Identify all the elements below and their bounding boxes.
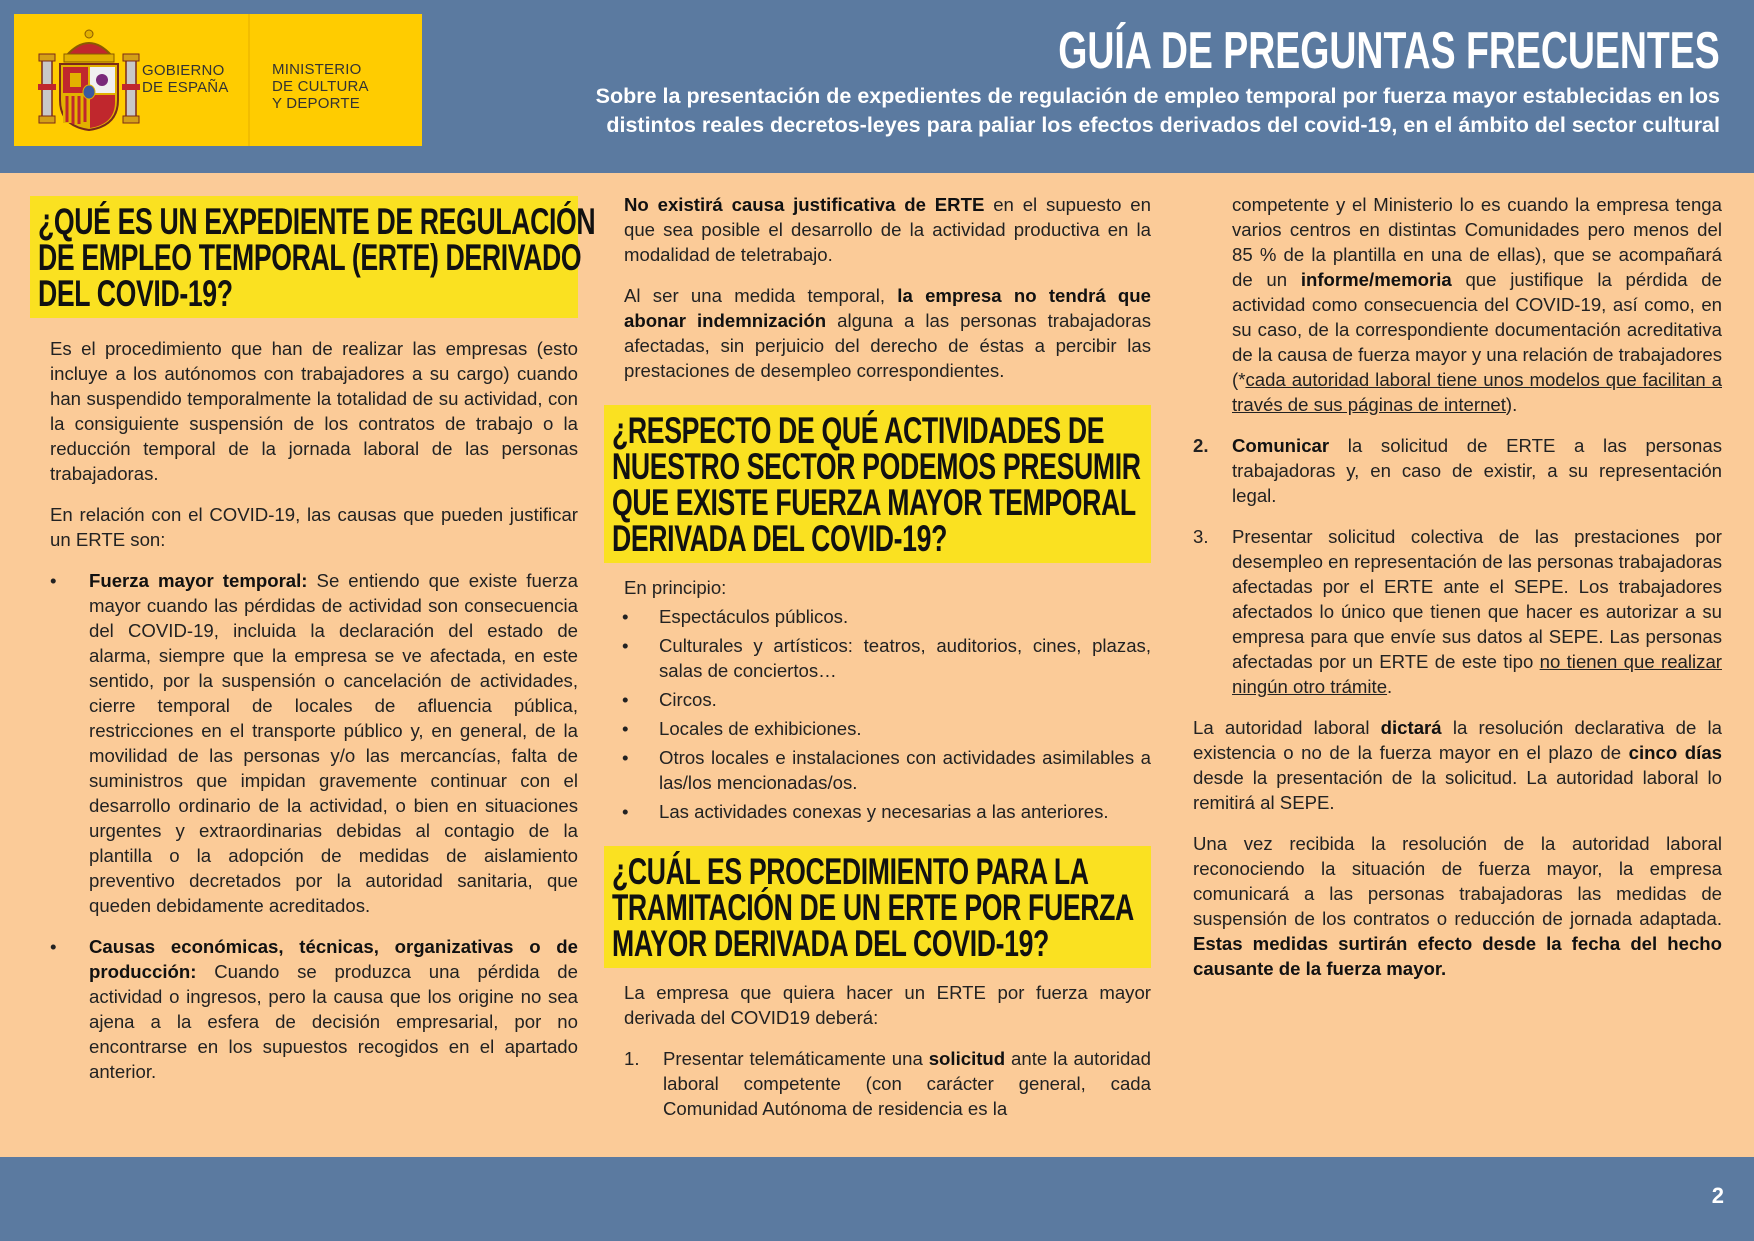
list-item: competente y el Ministerio lo es cuando la empresa tenga varios centros en distintas Comunidades pero menos del 85 % de la plantilla en una de ellas), que se acompañará de un informe/memoria que justifique la pérdida de actividad como consecuencia del COVID-19, así como, en su caso, de la correspondiente documentación acreditativa de la causa de fuerza mayor y una relación de trabajadores (*cada autoridad laboral tiene unos modelos que facilitan a través de sus páginas de internet). xyxy=(1232,194,1722,415)
procedure-steps xyxy=(604,1046,1151,1121)
paragraph: No existirá causa justificativa de ERTE en el supuesto en que sea posible el desarrollo de la actividad productiva en la modalidad de teletrabajo. xyxy=(624,194,1151,265)
internet-models-link[interactable]: cada autoridad laboral tiene unos modelos que facilitan a través de sus páginas de internet xyxy=(1232,369,1722,415)
paragraph: Al ser una medida temporal, la empresa no tendrá que abonar indemnización alguna a las personas trabajadoras afectadas, sin perjuicio del derecho de éstas a percibir las prestaciones de desempleo correspondientes. xyxy=(624,285,1151,381)
bullet-icon: • xyxy=(622,689,629,710)
paragraph: La autoridad laboral dictará la resolución declarativa de la existencia o no de la fuerza mayor en el plazo de cinco días desde la presentación de la solicitud. La autoridad laboral lo remitirá al SEPE. xyxy=(1193,717,1723,813)
list-item: • Fuerza mayor temporal: Se entiendo que existe fuerza mayor cuando las pérdidas de actividad son consecuencia del COVID-19, incluida la declaración del estado de alarma, siempre que la empresa se ve afectada, en este sentido, por la suspensión o cancelación de actividades, cierre temporal de locales de afluencia pública, restricciones en el transporte público y, en general, de la movilidad de las personas y/o las mercancías, falta de suministros que impidan gravemente continuar con el desarrollo ordinario de la actividad, o bien en situaciones urgentes y extraordinarias debidas al contagio de la plantilla o la adopción de medidas de aislamiento preventivo decretados por la autoridad sanitaria, que queden debidamente acreditados. xyxy=(50,570,578,916)
paragraph: La empresa que quiera hacer un ERTE por fuerza mayor derivada del COVID19 deberá: xyxy=(624,982,1151,1028)
page-title: GUÍA DE PREGUNTAS FRECUENTES xyxy=(1058,22,1720,80)
coat-of-arms-icon xyxy=(36,26,142,134)
ministerio-text: MINISTERIO DE CULTURA Y DEPORTE xyxy=(272,61,369,112)
list-item: 3. Presentar solicitud colectiva de las prestaciones por desempleo en representación de las personas trabajadoras afectadas por el ERTE ante el SEPE. Los trabajadores afectados lo único que tienen que hacer es autorizar a su empresa para que envíe sus datos al SEPE. Las personas afectadas por un ERTE de este tipo no tienen que realizar ningún otro trámite. xyxy=(1193,526,1722,697)
bullet-icon: • xyxy=(622,747,629,768)
paragraph: En relación con el COVID-19, las causas que pueden justificar un ERTE son: xyxy=(50,504,578,550)
question-heading-2: ¿RESPECTO DE QUÉ ACTIVIDADES DE NUESTRO SECTOR PODEMOS PRESUMIR QUE EXISTE FUERZA MAYOR TEMPORAL DERIVADA DEL COVID-19? xyxy=(604,405,1151,563)
logo-divider xyxy=(248,14,250,146)
causes-list xyxy=(30,568,578,1084)
procedure-steps-continued xyxy=(1193,192,1722,699)
list-item: 1. Presentar telemáticamente una solicitud ante la autoridad laboral competente (con carácter general, cada Comunidad Autónoma de residencia es la xyxy=(624,1048,1151,1119)
bullet-icon: • xyxy=(622,635,629,656)
bullet-icon: • xyxy=(50,570,57,591)
gobierno-text: GOBIERNO DE ESPAÑA xyxy=(142,62,229,96)
page-number: 2 xyxy=(1711,1183,1724,1208)
question-heading-1: ¿QUÉ ES UN EXPEDIENTE DE REGULACIÓN DE EMPLEO TEMPORAL (ERTE) DERIVADO DEL COVID-19? xyxy=(30,196,578,318)
activities-list xyxy=(604,604,1151,824)
column-1 xyxy=(30,196,596,1100)
bullet-icon: • xyxy=(622,801,629,822)
list-item: • Otros locales e instalaciones con actividades asimilables a las/los mencionadas/os. xyxy=(622,747,1151,793)
footer-band xyxy=(0,1157,1754,1241)
bullet-icon: • xyxy=(622,606,629,627)
list-item: • Locales de exhibiciones. xyxy=(622,718,862,739)
column-3 xyxy=(1193,196,1722,997)
paragraph: En principio: xyxy=(624,577,727,598)
list-item: • Causas económicas, técnicas, organizativas o de producción: Cuando se produzca una pérdida de actividad o ingresos, pero la causa que los origine no sea ajena a la esfera de decisión empresarial, por no encontrarse en los supuestos recogidos en el apartado anterior. xyxy=(50,936,578,1082)
list-item: 2. Comunicar la solicitud de ERTE a las personas trabajadoras y, en caso de existir, a su representación legal. xyxy=(1193,435,1722,506)
column-2 xyxy=(604,196,1151,1137)
bullet-icon: • xyxy=(622,718,629,739)
bullet-icon: • xyxy=(50,936,57,957)
page-subtitle: Sobre la presentación de expedientes de regulación de empleo temporal por fuerza mayor establecidas en los distintos reales decretos-leyes para paliar los efectos derivados del covid-19, en el ámbito del sector cultural xyxy=(595,84,1720,137)
paragraph: Una vez recibida la resolución de la autoridad laboral reconociendo la situación de fuerza mayor, la empresa comunicará a las personas trabajadoras las medidas de suspensión de los contratos o reducción de jornada adaptada. Estas medidas surtirán efecto desde la fecha del hecho causante de la fuerza mayor. xyxy=(1193,833,1722,979)
question-heading-3: ¿CUÁL ES PROCEDIMIENTO PARA LA TRAMITACIÓN DE UN ERTE POR FUERZA MAYOR DERIVADA DEL COVID-19? xyxy=(604,846,1151,968)
list-item: • Culturales y artísticos: teatros, auditorios, cines, plazas, salas de conciertos… xyxy=(622,635,1151,681)
no-other-procedure-text: no tienen que realizar ningún otro trámite xyxy=(1232,651,1722,697)
header-band xyxy=(0,0,1754,173)
list-item: • Las actividades conexas y necesarias a las anteriores. xyxy=(622,801,1109,822)
government-logo xyxy=(14,14,422,146)
list-item: • Espectáculos públicos. xyxy=(622,606,849,627)
list-item: • Circos. xyxy=(622,689,717,710)
paragraph: Es el procedimiento que han de realizar las empresas (esto incluye a los autónomos con trabajadores a su cargo) cuando han suspendido temporalmente la totalidad de su actividad, con la consiguiente suspensión de los contratos de trabajo o la reducción temporal de la jornada laboral de las personas trabajadoras. xyxy=(50,338,578,484)
